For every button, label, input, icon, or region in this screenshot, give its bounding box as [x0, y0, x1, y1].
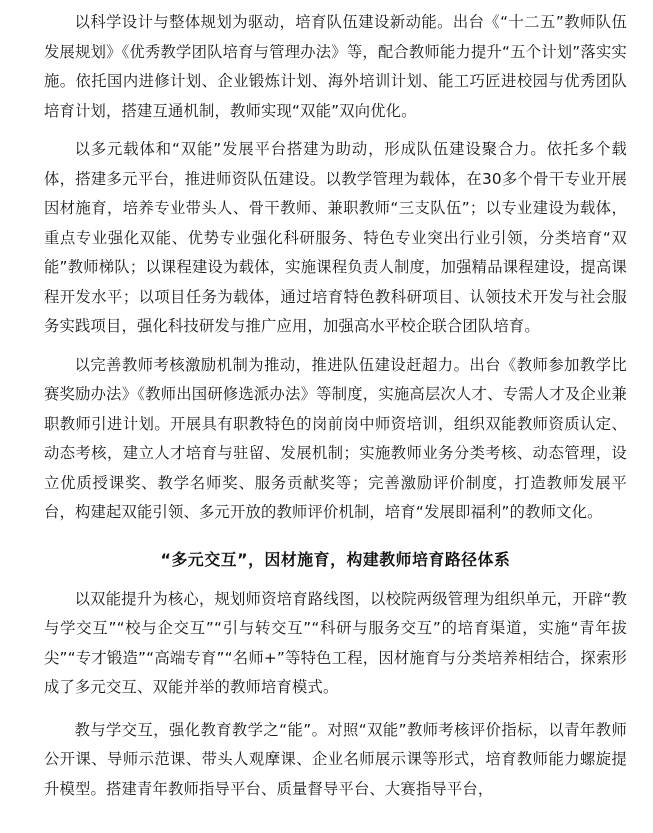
paragraph: 教与学交互，强化教育教学之“能”。对照“双能”教师考核评价指标，以青年教师公开课、导师示范课、带头人观摩课、企业名师展示课等形式，培育教师能力螺旋提升模型。搭建青年教师指导平台、质量督导平台、大赛指导平台， [44, 720, 627, 798]
paragraph: 以多元载体和“双能”发展平台搭建为助动，形成队伍建设聚合力。依托多个载体，搭建多元平台，推进师资队伍建设。以教学管理为载体，在30多个骨干专业开展因材施育，培养专业带头人、骨干教师、兼职教师“三支队伍”；以专业建设为载体，重点专业强化双能、优势专业强化科研服务、特色专业突出行业引领，分类培育“双能”教师梯队；以课程建设为载体，实施课程负责人制度，加强精品课程建设，提高课程开发水平；以项目任务为载体，通过培育特色教科研项目、认领技术开发与社会服务实践项目，强化科技研发与推广应用，加强高水平校企联合团队培育。 [44, 140, 627, 335]
paragraph: 以完善教师考核激励机制为推动，推进队伍建设赶超力。出台《教师参加教学比赛奖励办法》《教师出国研修选派办法》等制度，实施高层次人才、专需人才及企业兼职教师引进计划。开展具有职教特色的岗前岗中师资培训，组织双能教师资质认定、动态考核，建立人才培育与驻留、发展机制；实施教师业务分类考核、动态管理，设立优质授课奖、教学名师奖、服务贡献奖等；完善激励评价制度，打造教师发展平台，构建起双能引领、多元开放的教师评价机制，培育“发展即福利”的教师文化。 [44, 355, 627, 521]
paragraph: 以双能提升为核心，规划师资培育路线图，以校院两级管理为组织单元，开辟“教与学交互”“校与企交互”“引与转交互”“科研与服务交互”的培育渠道，实施“青年拔尖”“专才锻造”“高端专育”“名师+”等特色工程，因材施育与分类培养相结合，探索形成了多元交互、双能并举的教师培育模式。 [44, 589, 627, 696]
paragraph: 以科学设计与整体规划为驱动，培育队伍建设新动能。出台《“十二五”教师队伍发展规划》《优秀教学团队培育与管理办法》等，配合教师能力提升“五个计划”落实实施。依托国内进修计划、企业锻炼计划、海外培训计划、能工巧匠进校园与优秀团队培育计划，搭建互通机制，教师实现“双能”双向优化。 [44, 13, 627, 120]
section-heading: “多元交互”，因材施育，构建教师培育路径体系 [160, 549, 511, 569]
